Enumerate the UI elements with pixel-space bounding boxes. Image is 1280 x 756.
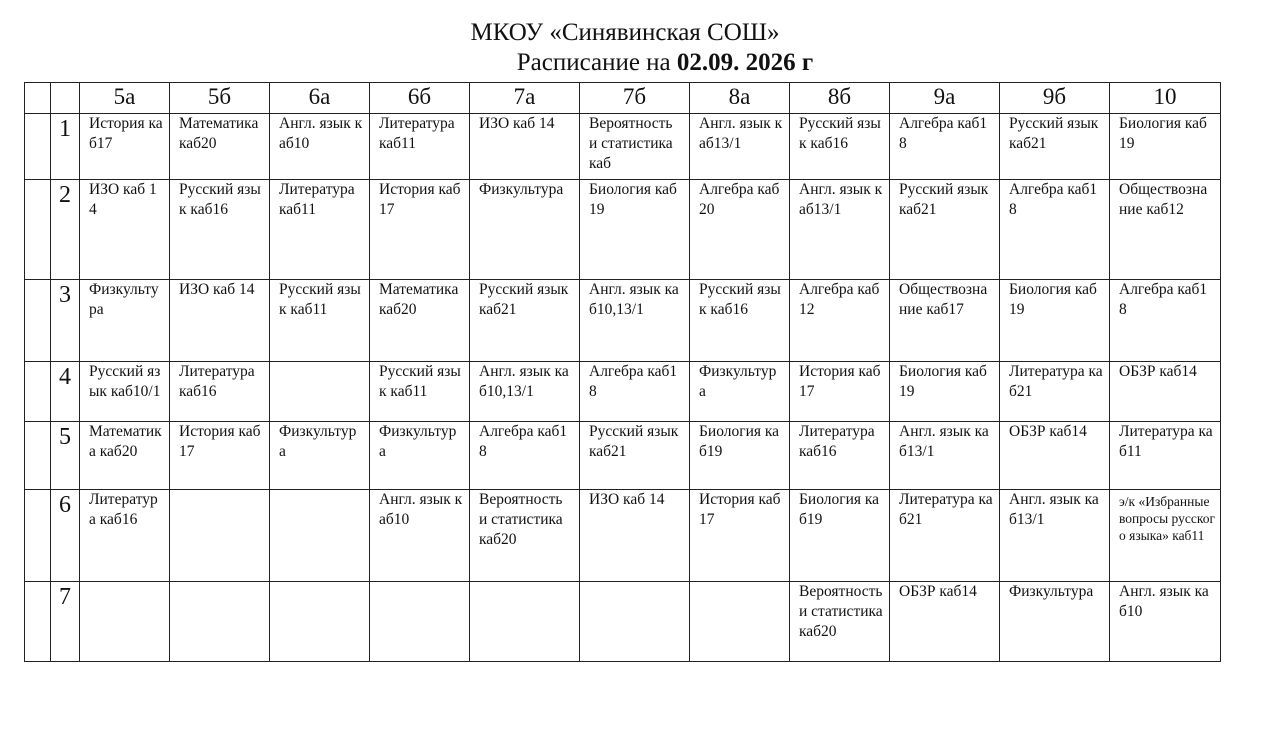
lesson-number: 6 [51,490,80,582]
lesson-cell: История каб17 [80,114,170,180]
lesson-cell: Физкультура [370,422,470,490]
lesson-cell [80,582,170,662]
class-header: 8а [690,83,790,114]
lesson-cell [270,362,370,422]
lesson-number: 4 [51,362,80,422]
lesson-cell: Биология каб19 [890,362,1000,422]
lesson-cell: Обществознание каб17 [890,280,1000,362]
lesson-cell: Англ. язык каб13/1 [1000,490,1110,582]
gutter-cell [25,490,51,582]
school-name: МКОУ «Синявинская СОШ» [470,19,780,46]
class-header: 6б [370,83,470,114]
lesson-cell: Русский язык каб21 [470,280,580,362]
lesson-cell: ИЗО каб 14 [470,114,580,180]
lesson-cell: Физкультура [270,422,370,490]
lesson-cell [580,582,690,662]
schedule-title-prefix: Расписание на [516,49,677,76]
lesson-row [25,582,1221,662]
lesson-cell: Литература каб21 [1000,362,1110,422]
lesson-cell: Русский язык каб11 [370,362,470,422]
lesson-cell: Обществознание каб12 [1110,180,1221,280]
gutter-cell [25,114,51,180]
lesson-cell: Биология каб19 [1110,114,1221,180]
lesson-cell [270,490,370,582]
gutter-cell [25,362,51,422]
lesson-cell: Русский язык каб16 [690,280,790,362]
lesson-cell: Вероятность и статистика каб [580,114,690,180]
lesson-cell: Алгебра каб18 [1110,280,1221,362]
lesson-row [25,180,1221,280]
lesson-number: 3 [51,280,80,362]
lesson-cell: История каб17 [790,362,890,422]
lesson-cell: Англ. язык каб13/1 [890,422,1000,490]
lesson-cell: Англ. язык каб10 [370,490,470,582]
lesson-row [25,490,1221,582]
lesson-row [25,280,1221,362]
gutter-cell [25,180,51,280]
lesson-cell: Русский язык каб21 [890,180,1000,280]
lesson-cell: Русский язык каб21 [1000,114,1110,180]
lesson-cell: Русский язык каб11 [270,280,370,362]
lesson-cell: Алгебра каб12 [790,280,890,362]
schedule-date: 02.09. 2026 г [676,49,814,76]
lesson-cell: ИЗО каб 14 [80,180,170,280]
lesson-cell: Алгебра каб20 [690,180,790,280]
lesson-cell: Математика каб20 [80,422,170,490]
lesson-number: 2 [51,180,80,280]
lesson-cell [170,490,270,582]
lesson-cell: ОБЗР каб14 [1000,422,1110,490]
class-header: 8б [790,83,890,114]
lesson-cell: Русский язык каб16 [790,114,890,180]
lesson-cell: Литература каб21 [890,490,1000,582]
lesson-cell: Физкультура [80,280,170,362]
gutter-cell [25,422,51,490]
lesson-cell: Биология каб19 [1000,280,1110,362]
gutter-cell [25,280,51,362]
page-heading [0,18,1250,78]
lesson-cell: Литература каб11 [1110,422,1221,490]
lesson-cell: Математика каб20 [170,114,270,180]
lesson-cell: ИЗО каб 14 [580,490,690,582]
lesson-cell: Англ. язык каб10,13/1 [470,362,580,422]
lesson-cell: Биология каб19 [690,422,790,490]
lesson-cell: Русский язык каб21 [580,422,690,490]
class-header: 10 [1110,83,1221,114]
lesson-cell: Литература каб16 [80,490,170,582]
lesson-cell [690,582,790,662]
class-header: 9а [890,83,1000,114]
gutter-cell [25,582,51,662]
class-header: 5б [170,83,270,114]
lesson-cell: э/к «Избранные вопросы русского языка» каб11 [1110,490,1221,582]
gutter-cell [25,83,51,114]
lesson-number: 7 [51,582,80,662]
lesson-number: 5 [51,422,80,490]
lesson-cell: Литература каб16 [790,422,890,490]
lesson-cell [170,582,270,662]
lesson-number: 1 [51,114,80,180]
lesson-cell [270,582,370,662]
lesson-cell [370,582,470,662]
lesson-cell: Англ. язык каб10 [1110,582,1221,662]
schedule-table [24,82,1221,662]
class-header-row [25,83,1221,114]
class-header: 7б [580,83,690,114]
lesson-cell [470,582,580,662]
lesson-cell: Русский язык каб16 [170,180,270,280]
lesson-cell: Физкультура [1000,582,1110,662]
lesson-cell: Алгебра каб18 [470,422,580,490]
lesson-cell: Литература каб16 [170,362,270,422]
lesson-cell: Алгебра каб18 [890,114,1000,180]
lesson-cell: Литература каб11 [370,114,470,180]
lesson-number-header [51,83,80,114]
lesson-cell: Алгебра каб18 [580,362,690,422]
lesson-cell: Вероятность и статистика каб20 [470,490,580,582]
lesson-cell: Алгебра каб18 [1000,180,1110,280]
lesson-cell: ИЗО каб 14 [170,280,270,362]
lesson-cell: ОБЗР каб14 [890,582,1000,662]
lesson-cell: Биология каб19 [790,490,890,582]
class-header: 5а [80,83,170,114]
class-header: 9б [1000,83,1110,114]
lesson-cell: История каб17 [170,422,270,490]
lesson-cell: Русский язык каб10/1 [80,362,170,422]
lesson-cell: Англ. язык каб10 [270,114,370,180]
lesson-cell: Вероятность и статистика каб20 [790,582,890,662]
lesson-cell: Литература каб11 [270,180,370,280]
lesson-cell: Математика каб20 [370,280,470,362]
lesson-cell: Физкультура [690,362,790,422]
class-header: 6а [270,83,370,114]
lesson-cell: История каб17 [370,180,470,280]
lesson-cell: Физкультура [470,180,580,280]
lesson-cell: История каб17 [690,490,790,582]
schedule-title [80,48,1250,78]
lesson-cell: Англ. язык каб13/1 [790,180,890,280]
lesson-cell: Англ. язык каб13/1 [690,114,790,180]
lesson-row [25,422,1221,490]
lesson-cell: Англ. язык каб10,13/1 [580,280,690,362]
class-header: 7а [470,83,580,114]
lesson-row [25,362,1221,422]
lesson-row [25,114,1221,180]
lesson-cell: ОБЗР каб14 [1110,362,1221,422]
lesson-cell: Биология каб19 [580,180,690,280]
